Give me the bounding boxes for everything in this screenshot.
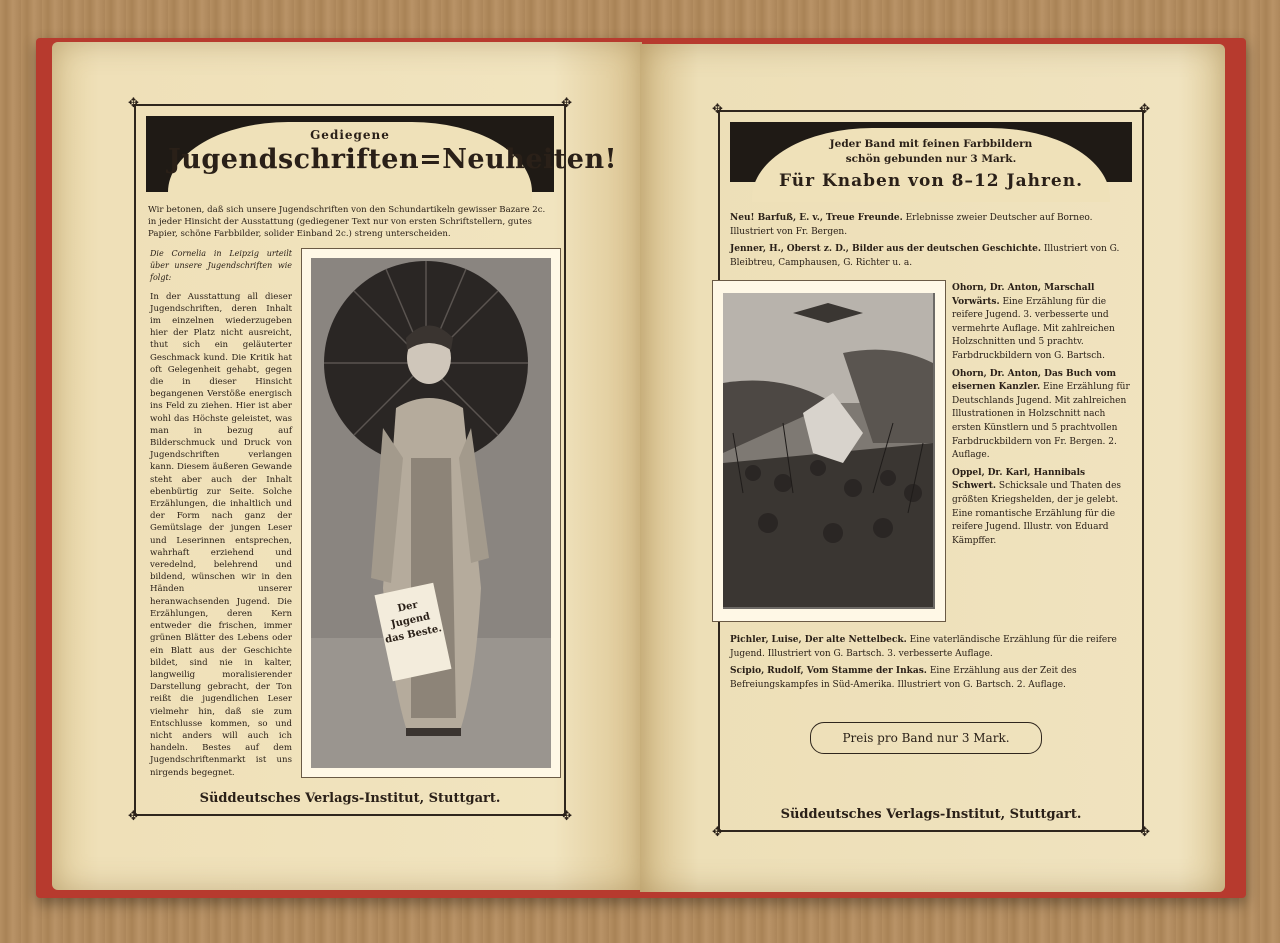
entry-author: Ohorn, xyxy=(952,368,987,379)
entry-desc: Eine Erzählung für die reifere Jugend. 3. verbesserte und vermehrte Auflage. Mit zahlreichen Holzschnitten und 5 prachtv. Farbdruckbildern von G. Bartsch. xyxy=(952,296,1115,361)
entry-desc: Eine Erzählung für Deutschlands Jugend. Mit zahlreichen Illustrationen in Holzschnitt nach ersten Künstlern und 5 prachtvollen Farbdruckbildern von Fr. Bergen. 2. Auflage. xyxy=(952,382,1130,461)
book-entry xyxy=(730,634,1132,661)
left-page xyxy=(52,42,642,890)
entry-author: Jenner, H., xyxy=(730,244,784,255)
ornament-icon: ✥ xyxy=(561,96,572,111)
ornament-icon: ✥ xyxy=(128,809,139,824)
right-page-frame xyxy=(712,102,1150,840)
book-entry xyxy=(730,243,1132,270)
header-banner xyxy=(146,116,617,192)
header-banner xyxy=(730,122,1132,191)
review-lead: Die Cornelia in Leipzig urteilt über unsere Jugendschriften wie folgt: xyxy=(150,249,292,283)
price-banner xyxy=(810,722,1042,754)
entry-title: Dr. Anton, Marschall Vorwärts. xyxy=(952,283,1095,307)
book-list-top xyxy=(730,212,1132,274)
ornament-icon: ✥ xyxy=(712,825,723,840)
header-line-2: schön gebunden nur 3 Mark. xyxy=(845,153,1017,165)
battle-illustration xyxy=(712,280,946,622)
battle-drawing xyxy=(723,293,933,607)
book-list-side xyxy=(952,282,1130,552)
illustration-drawing xyxy=(311,258,551,768)
book-entry xyxy=(952,467,1130,549)
publisher-footer: Süddeutsches Verlags-Institut, Stuttgart. xyxy=(199,791,501,806)
entry-desc: Schicksale und Thaten des größten Kriegshelden, der je gelebt. Eine romantische Erzählung für die reifere Jugend. Illustr. von Eduard Kämpffer. xyxy=(952,481,1122,546)
intro-text: Wir betonen, daß sich unsere Jugendschriften von den Schundartikeln gewisser Bazare 2c. in jeder Hinsicht der Ausstattung (gediegener Text nur von ersten Schriftstellern, gutes Papier, schöne Farbbilder, solider Einband 2c.) streng unterscheiden. xyxy=(148,205,546,239)
entry-title: Dr. Anton, Das Buch vom eisernen Kanzler. xyxy=(952,368,1117,393)
entry-desc: Illustriert von G. Bleibtreu, Camphausen, G. Richter u. a. xyxy=(730,244,1120,268)
entry-author: Neu! Barfuß, E. v., xyxy=(730,213,823,223)
review-column xyxy=(150,248,292,779)
page-title: Für Knaben von 8–12 Jahren. xyxy=(778,171,1083,191)
page-title: Jugendschriften=Neuheiten! xyxy=(168,144,617,175)
entry-desc: Erlebnisse zweier Deutscher auf Borneo. Illustriert von Fr. Bergen. xyxy=(730,213,1093,237)
book-entry xyxy=(952,368,1130,463)
entry-title: Oberst z. D., Bilder aus der deutschen Geschichte. xyxy=(786,244,1041,255)
entry-title: Treue Freunde. xyxy=(825,213,903,223)
entry-desc: Eine Erzählung aus der Zeit des Befreiungskampfes in Süd-Amerika. Illustriert von G. Bartsch. 2. Auflage. xyxy=(730,666,1077,690)
entry-author: Pichler, xyxy=(730,635,769,645)
review-text: In der Ausstattung all dieser Jugendschriften, deren Inhalt im einzelnen wiederzugeben hier der Platz nicht ausreicht, thut sich ein geläuterter Geschmack kund. Die Kritik hat oft Gelegenheit gehabt, gegen die in dieser Hinsicht begangenen Verstöße energisch ins Feld zu ziehen. Hier ist aber wohl das Höchste geleistet, was man in bezug auf Bilderschmuck und Druck von Jugendschriften verlangen kann. Diesem äußeren Gewande steht aber auch der Inhalt ebenbürtig zur Seite. Solche Erzählungen, die inhaltlich und der Form nach ganz der Gemütslage der jungen Leser und Leserinnen entsprechen, wahrhaft erziehend und veredelnd, belehrend und bildend, wünschen wir in den Händen unserer heranwachsenden Jugend. Die Erzählungen, deren Kern entweder die frischen, immer grünen Blätter des Lebens oder ein Blatt aus der Geschichte bildet, sind nie in kalter, langweilig moralisierender Darstellung gebracht, der Ton reißt die jugendlichen Leser vielmehr hin, daß sie zum Entschlusse kommen, so und nicht anders will auch ich handeln. Bestes auf dem Jugendschriftenmarkt ist uns nirgends begegnet. xyxy=(150,291,292,778)
right-page xyxy=(640,44,1225,892)
header-line-1: Jeder Band mit feinen Farbbildern xyxy=(829,138,1033,150)
sign-text: Der Jugend das Beste. xyxy=(384,599,443,646)
entry-author: Oppel, xyxy=(952,467,985,478)
ornament-icon: ✥ xyxy=(561,809,572,824)
book-entry xyxy=(730,665,1132,692)
publisher-footer: Süddeutsches Verlags-Institut, Stuttgart. xyxy=(780,807,1082,822)
ornament-icon: ✥ xyxy=(1139,825,1150,840)
entry-title: Luise, Der alte Nettelbeck. xyxy=(771,635,907,645)
entry-title: Dr. Karl, Hannibals Schwert. xyxy=(952,467,1086,492)
entry-author: Scipio, xyxy=(730,666,765,677)
price-text: Preis pro Band nur 3 Mark. xyxy=(842,731,1010,745)
girl-umbrella-illustration xyxy=(301,248,561,778)
book-list-bottom xyxy=(730,634,1132,696)
entry-title: Rudolf, Vom Stamme der Inkas. xyxy=(767,666,927,677)
ornament-icon: ✥ xyxy=(128,96,139,111)
book-entry xyxy=(952,282,1130,364)
ornament-icon: ✥ xyxy=(712,102,723,117)
left-page-frame xyxy=(128,96,617,824)
entry-author: Ohorn, xyxy=(952,283,987,293)
book-entry xyxy=(730,212,1132,239)
header-small: Gediegene xyxy=(310,128,390,142)
entry-desc: Eine vaterländische Erzählung für die reifere Jugend. Illustriert von G. Bartsch. 3. verbesserte Auflage. xyxy=(730,635,1117,659)
ornament-icon: ✥ xyxy=(1139,102,1150,117)
